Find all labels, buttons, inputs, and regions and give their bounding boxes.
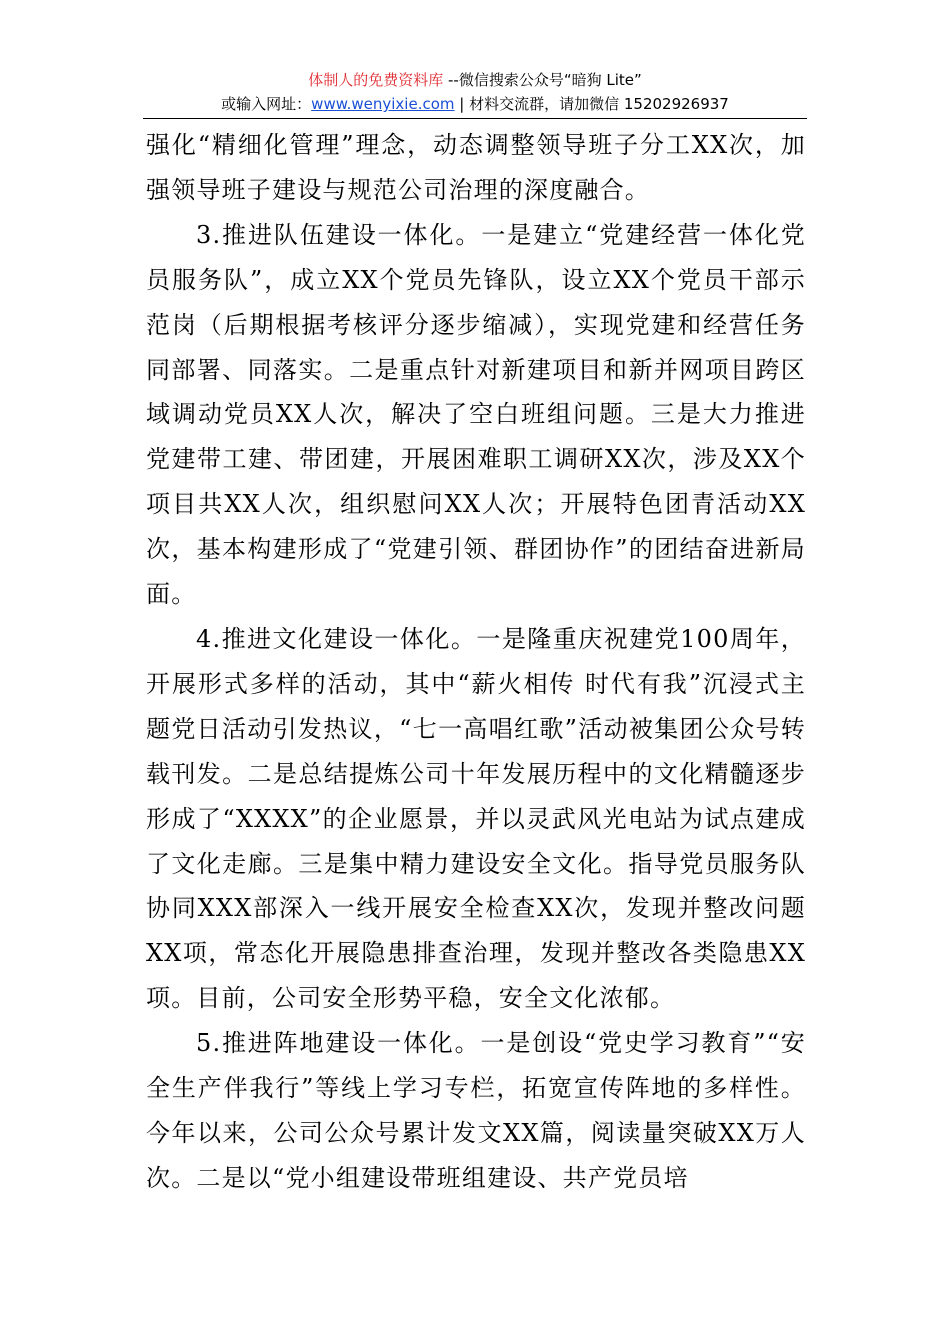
header-contact: 材料交流群，请加微信 15202926937 xyxy=(469,95,729,113)
paragraph-culture-building: 4.推进文化建设一体化。一是隆重庆祝建党100周年，开展形式多样的活动，其中“薪火相传 时代有我”沉浸式主题党日活动引发热议，“七一高唱红歌”活动被集团公众号转载刊发。二是总结提炼公司十年发展历程中的文化精髓逐步形成了“XXXX”的企业愿景，并以灵武风光电站为试点建成了文化走廊。三是集中精力建设安全文化。指导党员服务队协同XXX部深入一线开展安全检查XX次，发现并整改问题XX项，常态化开展隐患排查治理，发现并整改各类隐患XX项。目前，公司安全形势平稳，安全文化浓郁。 xyxy=(146,624,806,1013)
header-line-2 xyxy=(0,92,950,116)
paragraph-position-building: 5.推进阵地建设一体化。一是创设“党史学习教育”“安全生产伴我行”等线上学习专栏，拓宽宣传阵地的多样性。今年以来，公司公众号累计发文XX篇，阅读量突破XX万人次。二是以“党小组建设带班组建设、共产党员培 xyxy=(146,1029,806,1192)
header-url-prefix: 或输入网址： xyxy=(221,95,312,113)
header-separator: | xyxy=(454,95,470,113)
header-line-1 xyxy=(0,68,950,92)
header-divider xyxy=(143,118,807,119)
page-header xyxy=(0,68,950,116)
header-website-link[interactable]: www.wenyixie.com xyxy=(311,95,455,113)
document-body xyxy=(146,123,806,1201)
paragraph-team-building: 3.推进队伍建设一体化。一是建立“党建经营一体化党员服务队”，成立XX个党员先锋队，设立XX个党员干部示范岗（后期根据考核评分逐步缩减），实现党建和经营任务同部署、同落实。二是重点针对新建项目和新并网项目跨区域调动党员XX人次，解决了空白班组问题。三是大力推进党建带工建、带团建，开展困难职工调研XX次，涉及XX个项目共XX人次，组织慰问XX人次；开展特色团青活动XX次，基本构建形成了“党建引领、群团协作”的团结奋进新局面。 xyxy=(146,220,806,609)
header-brand: 体制人的免费资料库 xyxy=(308,71,444,89)
paragraph-continuation: 强化“精细化管理”理念，动态调整领导班子分工XX次，加强领导班子建设与规范公司治理的深度融合。 xyxy=(146,131,806,204)
header-wechat-note: --微信搜索公众号“暗狗 Lite” xyxy=(443,71,642,89)
